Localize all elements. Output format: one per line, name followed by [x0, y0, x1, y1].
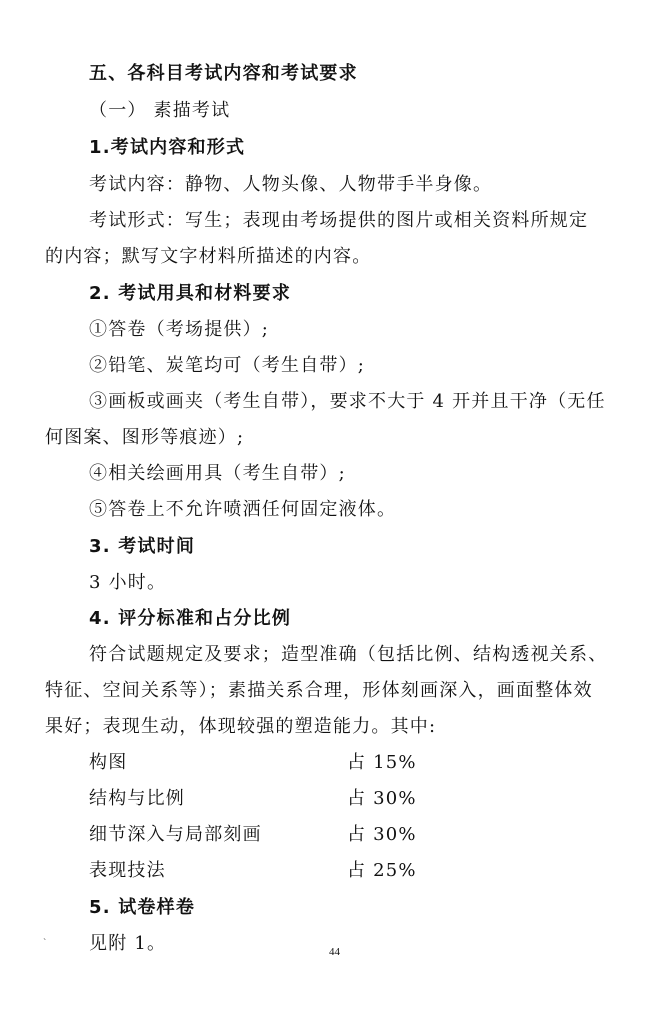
heading-sample-paper: 5. 试卷样卷 [89, 897, 196, 918]
score-item: 表现技法 [89, 860, 166, 881]
list-item: ②铅笔、炭笔均可（考生自带）; [89, 355, 366, 376]
sample-paper-text: 见附 1。 [89, 933, 167, 954]
heading-exam-time: 3. 考试时间 [89, 536, 196, 557]
exam-form-line-2: 的内容；默写文字材料所描述的内容。 [45, 246, 372, 267]
score-percent: 占 15% [347, 752, 417, 773]
scoring-paragraph-line-2: 特征、空间关系等）；素描关系合理，形体刻画深入，画面整体效 [45, 680, 593, 701]
subsection-title: （一） 素描考试 [89, 100, 231, 121]
scoring-paragraph-line-1: 符合试题规定及要求；造型准确（包括比例、结构透视关系、 [89, 644, 608, 665]
heading-tools-and-materials: 2. 考试用具和材料要求 [89, 283, 292, 304]
score-item: 结构与比例 [89, 788, 185, 809]
section-title: 五、各科目考试内容和考试要求 [89, 63, 358, 84]
score-item: 细节深入与局部刻画 [89, 824, 262, 845]
exam-time-text: 3 小时。 [89, 572, 167, 593]
list-item: ③画板或画夹（考生自带），要求不大于 4 开并且干净（无任 [89, 391, 606, 412]
scoring-paragraph-line-3: 果好；表现生动，体现较强的塑造能力。其中: [45, 716, 437, 737]
score-percent: 占 30% [347, 824, 417, 845]
list-item: ④相关绘画用具（考生自带）; [89, 463, 346, 484]
list-item: ①答卷（考场提供）; [89, 319, 270, 340]
exam-form-line-1: 考试形式：写生；表现由考场提供的图片或相关资料所规定 [89, 210, 589, 231]
heading-exam-content-and-form: 1.考试内容和形式 [89, 137, 246, 158]
exam-content-line [89, 173, 492, 197]
page-number: 44 [329, 946, 340, 958]
exam-content-label: 考试内容 [89, 174, 166, 195]
corner-mark: ` [43, 938, 47, 949]
score-percent: 占 30% [347, 788, 417, 809]
exam-content-text: ：静物、人物头像、人物带手半身像。 [165, 174, 493, 195]
heading-scoring-criteria: 4. 评分标准和占分比例 [89, 608, 292, 629]
list-item-continuation: 何图案、图形等痕迹）; [45, 427, 245, 448]
score-percent: 占 25% [347, 860, 417, 881]
list-item: ⑤答卷上不允许喷洒任何固定液体。 [89, 499, 397, 520]
score-item: 构图 [89, 752, 128, 773]
